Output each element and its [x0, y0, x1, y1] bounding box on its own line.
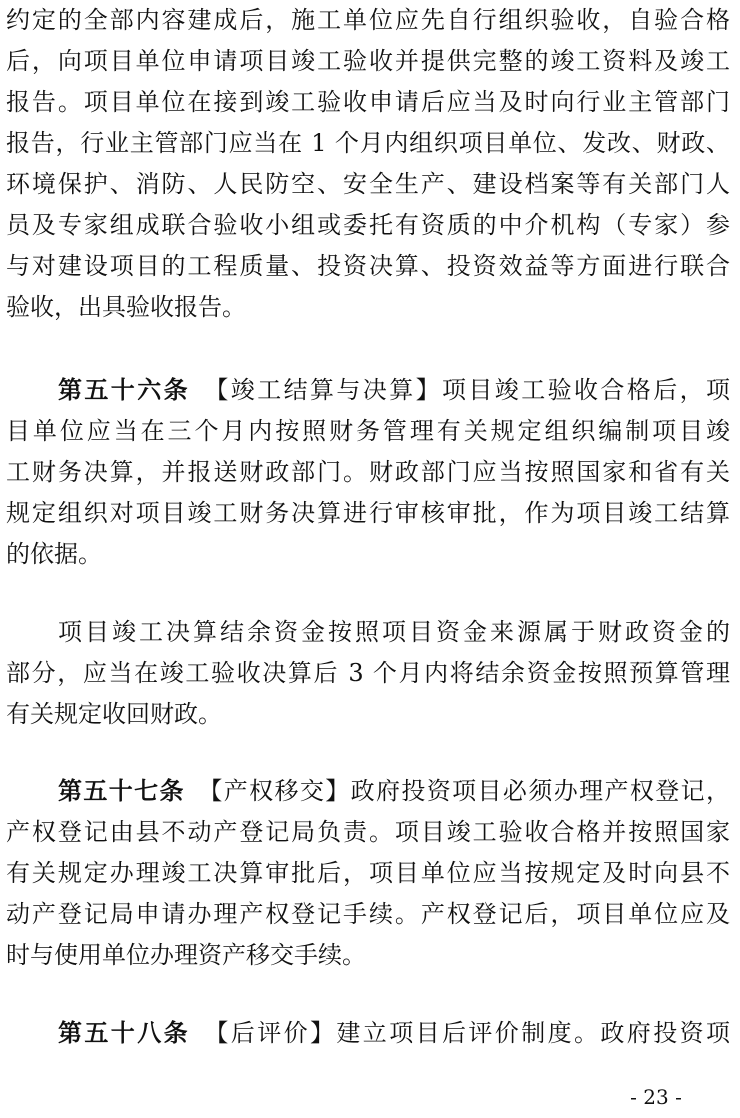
article-57-heading: 第五十七条	[58, 776, 185, 805]
text-line: 规定组织对项目竣工财务决算进行审核审批，作为项目竣工结算	[6, 499, 730, 527]
text-line: 时与使用单位办理资产移交手续。	[6, 941, 366, 969]
text-line: 后，向项目单位申请项目竣工验收并提供完整的竣工资料及竣工	[6, 47, 730, 75]
article-56-heading: 第五十六条	[58, 375, 190, 404]
text-line: 的依据。	[6, 540, 102, 568]
text-line: 报告，行业主管部门应当在 1 个月内组织项目单位、发改、财政、	[6, 129, 730, 157]
surplus-paragraph-first-line: 项目竣工决算结余资金按照项目资金来源属于财政资金的	[58, 618, 730, 646]
text-line: 员及专家组成联合验收小组或委托有资质的中介机构（专家）参	[6, 211, 730, 239]
text-line: 部分，应当在竣工验收决算后 3 个月内将结余资金按照预算管理	[6, 659, 730, 687]
article-58-title-text: 【后评价】建立项目后评价制度。政府投资项	[202, 1019, 730, 1047]
text-line: 验收，出具验收报告。	[6, 293, 246, 321]
text-line: 与对建设项目的工程质量、投资决算、投资效益等方面进行联合	[6, 252, 730, 280]
page-number: - 23 -	[630, 1085, 682, 1109]
article-58-heading: 第五十八条	[58, 1018, 190, 1047]
text-line: 工财务决算，并报送财政部门。财政部门应当按照国家和省有关	[6, 458, 730, 486]
article-56-first-line	[6, 370, 730, 410]
article-56-title-text: 【竣工结算与决算】项目竣工验收合格后，项	[202, 376, 730, 404]
article-57-title-text: 【产权移交】政府投资项目必须办理产权登记，	[196, 777, 730, 805]
text-line: 产权登记由县不动产登记局负责。项目竣工验收合格并按照国家	[6, 818, 730, 846]
text-line: 报告。项目单位在接到竣工验收申请后应当及时向行业主管部门	[6, 88, 730, 116]
text-line: 有关规定收回财政。	[6, 700, 222, 728]
text-line: 环境保护、消防、人民防空、安全生产、建设档案等有关部门人	[6, 170, 730, 198]
document-page	[6, 0, 730, 1118]
text-line: 目单位应当在三个月内按照财务管理有关规定组织编制项目竣	[6, 417, 730, 445]
text-line: 有关规定办理竣工决算审批后，项目单位应当按规定及时向县不	[6, 859, 730, 887]
article-57-first-line	[6, 771, 730, 811]
text-line: 动产登记局申请办理产权登记手续。产权登记后，项目单位应及	[6, 900, 730, 928]
text-line: 约定的全部内容建成后，施工单位应先自行组织验收，自验合格	[6, 6, 730, 34]
article-58-first-line	[6, 1013, 730, 1053]
